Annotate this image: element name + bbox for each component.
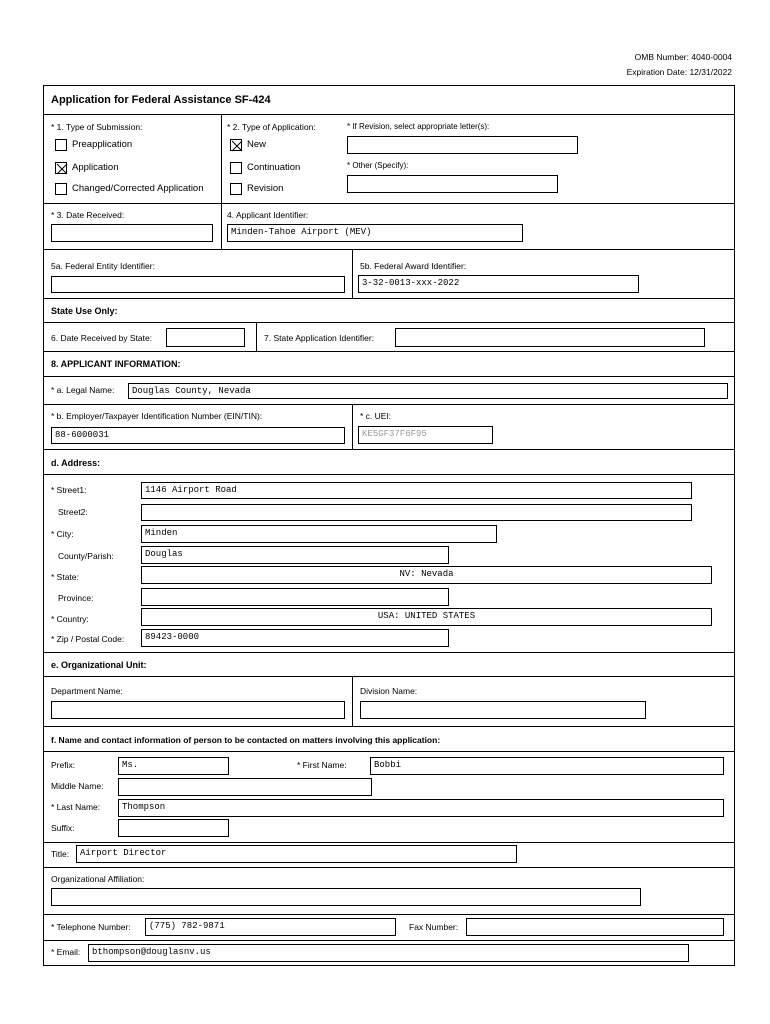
applicant-identifier-input[interactable]: Minden-Tahoe Airport (MEV) — [227, 224, 523, 242]
state-application-input[interactable] — [395, 328, 705, 347]
country-select[interactable]: USA: UNITED STATES — [141, 608, 712, 626]
zip-input[interactable]: 89423-0000 — [141, 629, 449, 647]
email-label: * Email: — [51, 947, 81, 957]
revision-letter-input[interactable] — [347, 136, 578, 154]
changed-corrected-checkbox[interactable] — [55, 183, 67, 195]
revision-letter-label: * If Revision, select appropriate letter(s): — [347, 122, 490, 131]
email-input[interactable]: bthompson@douglasnv.us — [88, 944, 689, 962]
prefix-label: Prefix: — [51, 760, 76, 770]
date-received-state-label: 6. Date Received by State: — [51, 333, 153, 343]
org-affiliation-label: Organizational Affiliation: — [51, 874, 145, 884]
street2-label: Street2: — [58, 507, 88, 517]
form-title: Application for Federal Assistance SF-424 — [51, 94, 271, 106]
type-of-submission-label: * 1. Type of Submission: — [51, 122, 143, 132]
type-of-application-label: * 2. Type of Application: — [227, 122, 316, 132]
other-specify-input[interactable] — [347, 175, 558, 193]
x-mark-icon — [231, 140, 243, 152]
street2-input[interactable] — [141, 504, 692, 521]
preapplication-checkbox[interactable] — [55, 139, 67, 151]
date-received-input[interactable] — [51, 224, 213, 242]
federal-award-input[interactable]: 3-32-0013-xxx-2022 — [358, 275, 639, 293]
federal-award-label: 5b. Federal Award Identifier: — [360, 261, 467, 271]
continuation-checkbox[interactable] — [230, 162, 242, 174]
state-application-label: 7. State Application Identifier: — [264, 333, 375, 343]
ein-label: * b. Employer/Taxpayer Identification Number (EIN/TIN): — [51, 411, 263, 421]
last-name-label: * Last Name: — [51, 802, 101, 812]
application-label: Application — [72, 162, 119, 173]
suffix-input[interactable] — [118, 819, 229, 837]
state-label: * State: — [51, 572, 79, 582]
country-label: * Country: — [51, 614, 89, 624]
telephone-input[interactable]: (775) 782-9871 — [145, 918, 396, 936]
ein-input[interactable]: 88-6000031 — [51, 427, 345, 444]
zip-label: * Zip / Postal Code: — [51, 634, 125, 644]
city-label: * City: — [51, 529, 74, 539]
revision-label: Revision — [247, 183, 284, 194]
x-mark-icon — [56, 163, 68, 175]
new-checkbox[interactable] — [230, 139, 242, 151]
street1-label: * Street1: — [51, 485, 87, 495]
omb-number: OMB Number: 4040-0004 — [634, 52, 732, 62]
other-specify-label: * Other (Specify): — [347, 161, 409, 170]
date-received-label: * 3. Date Received: — [51, 210, 125, 220]
continuation-label: Continuation — [247, 162, 301, 173]
legal-name-label: * a. Legal Name: — [51, 385, 115, 395]
middle-name-label: Middle Name: — [51, 781, 104, 791]
contact-info-title: f. Name and contact information of person to be contacted on matters involving this application: — [51, 735, 441, 745]
department-label: Department Name: — [51, 686, 123, 696]
first-name-input[interactable]: Bobbi — [370, 757, 724, 775]
title-input[interactable]: Airport Director — [76, 845, 517, 863]
county-label: County/Parish: — [58, 551, 114, 561]
legal-name-input[interactable]: Douglas County, Nevada — [128, 383, 728, 399]
revision-checkbox[interactable] — [230, 183, 242, 195]
uei-input[interactable]: KE5GF37F6F95 — [358, 426, 493, 444]
preapplication-label: Preapplication — [72, 139, 133, 150]
prefix-input[interactable]: Ms. — [118, 757, 229, 775]
state-use-title: State Use Only: — [51, 306, 118, 316]
federal-entity-input[interactable] — [51, 276, 345, 293]
application-checkbox[interactable] — [55, 162, 67, 174]
department-input[interactable] — [51, 701, 345, 719]
organizational-unit-title: e. Organizational Unit: — [51, 660, 147, 670]
fax-label: Fax Number: — [409, 922, 459, 932]
expiration-date: Expiration Date: 12/31/2022 — [626, 67, 732, 77]
city-input[interactable]: Minden — [141, 525, 497, 543]
street1-input[interactable]: 1146 Airport Road — [141, 482, 692, 499]
division-label: Division Name: — [360, 686, 418, 696]
new-label: New — [247, 139, 267, 150]
federal-entity-label: 5a. Federal Entity Identifier: — [51, 261, 155, 271]
uei-label: * c. UEI: — [360, 411, 392, 421]
province-label: Province: — [58, 593, 94, 603]
changed-corrected-label: Changed/Corrected Application — [72, 183, 204, 194]
date-received-state-input[interactable] — [166, 328, 245, 347]
middle-name-input[interactable] — [118, 778, 372, 796]
telephone-label: * Telephone Number: — [51, 922, 131, 932]
address-title: d. Address: — [51, 458, 101, 468]
suffix-label: Suffix: — [51, 823, 75, 833]
applicant-information-title: 8. APPLICANT INFORMATION: — [51, 359, 181, 369]
first-name-label: * First Name: — [297, 760, 347, 770]
division-input[interactable] — [360, 701, 646, 719]
county-input[interactable]: Douglas — [141, 546, 449, 564]
province-input[interactable] — [141, 588, 449, 606]
applicant-identifier-label: 4. Applicant Identifier: — [227, 210, 309, 220]
org-affiliation-input[interactable] — [51, 888, 641, 906]
last-name-input[interactable]: Thompson — [118, 799, 724, 817]
fax-input[interactable] — [466, 918, 724, 936]
title-label: Title: — [51, 849, 70, 859]
state-select[interactable]: NV: Nevada — [141, 566, 712, 584]
